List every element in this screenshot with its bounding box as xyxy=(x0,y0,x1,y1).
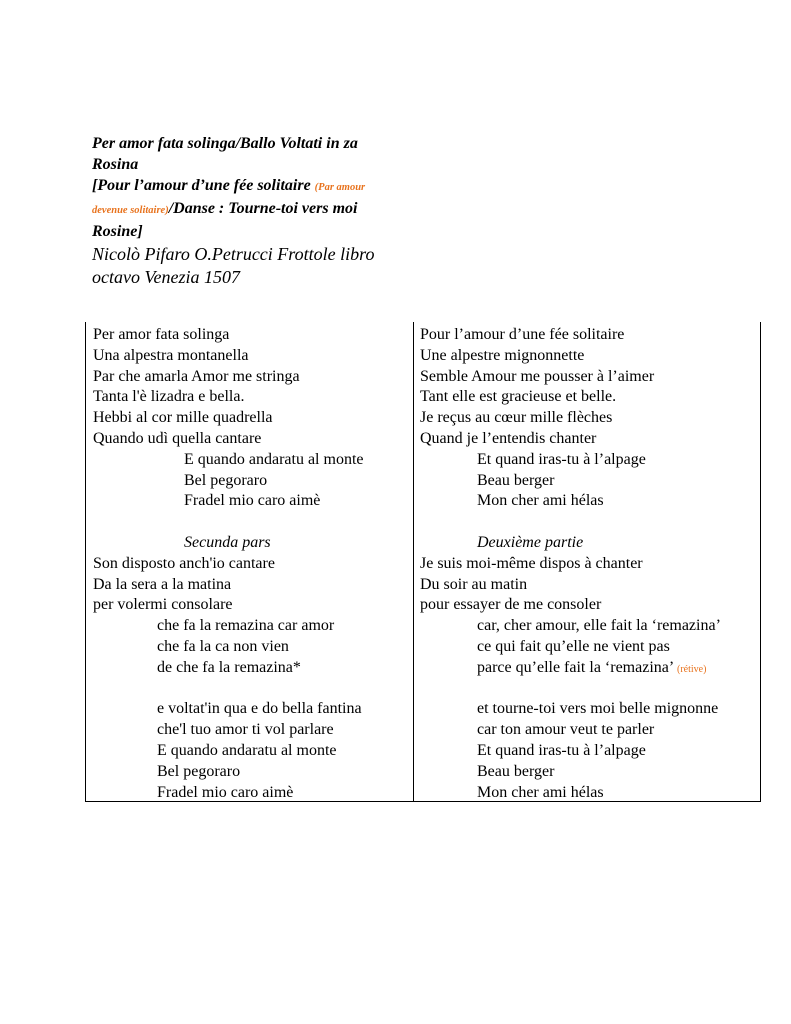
verse-line: Du soir au matin xyxy=(420,575,528,593)
title-line: Per amor fata solinga/Ballo Voltati in za xyxy=(92,135,358,152)
verse-line: Par che amarla Amor me stringa xyxy=(93,367,300,385)
verse-line: Quand je l’entendis chanter xyxy=(420,429,597,447)
section-heading: Deuxième partie xyxy=(477,533,584,551)
refrain-line: Mon cher ami hélas xyxy=(477,492,604,510)
title-line xyxy=(92,198,422,221)
verse-line: Tant elle est gracieuse et belle. xyxy=(420,388,617,406)
verse-line: Je suis moi-même dispos à chanter xyxy=(420,554,643,572)
refrain-line: E quando andaratu al monte xyxy=(157,741,337,759)
refrain-line: car ton amour veut te parler xyxy=(477,721,655,739)
refrain-line: Beau berger xyxy=(477,471,555,489)
column-divider xyxy=(413,322,414,801)
verse-line: Tanta l'è lizadra e bella. xyxy=(93,388,245,406)
source-line: octavo Venezia 1507 xyxy=(92,267,240,287)
refrain-line: et tourne-toi vers moi belle mignonne xyxy=(477,700,719,718)
refrain-text: parce qu’elle fait la ‘remazina’ xyxy=(477,658,674,676)
verse-line: Son disposto anch'io cantare xyxy=(93,554,275,572)
refrain-line: ce qui fait qu’elle ne vient pas xyxy=(477,637,670,655)
title-line xyxy=(92,175,422,198)
refrain-line: car, cher amour, elle fait la ‘remazina’ xyxy=(477,617,721,635)
french-column xyxy=(420,325,758,803)
verse-line: Pour l’amour d’une fée solitaire xyxy=(420,326,625,343)
refrain-line: E quando andaratu al monte xyxy=(184,450,364,468)
refrain-line: de che fa la remazina* xyxy=(157,658,301,676)
verse-line: Je reçus au cœur mille flèches xyxy=(420,409,613,427)
refrain-line: Bel pegoraro xyxy=(184,471,268,489)
refrain-line: Bel pegoraro xyxy=(157,762,241,780)
refrain-line: Et quand iras-tu à l’alpage xyxy=(477,741,646,759)
refrain-line: che fa la remazina car amor xyxy=(157,617,335,635)
poem-table xyxy=(85,322,761,802)
verse-line: per volermi consolare xyxy=(93,596,233,614)
verse-line: Semble Amour me pousser à l’aimer xyxy=(420,367,655,385)
verse-line: Per amor fata solinga xyxy=(93,326,230,343)
verse-line: Quando udì quella cantare xyxy=(93,429,262,447)
title-french-part: /Danse : Tourne-toi vers moi xyxy=(168,200,358,217)
section-heading: Secunda pars xyxy=(184,533,271,551)
refrain-line: Beau berger xyxy=(477,762,555,780)
refrain-line xyxy=(420,658,758,679)
translation-note: (rétive) xyxy=(677,663,707,675)
verse-line: Une alpestre mignonnette xyxy=(420,346,585,364)
verse-line: Una alpestra montanella xyxy=(93,346,249,364)
source-line: Nicolò Pifaro O.Petrucci Frottole libro xyxy=(92,244,375,264)
refrain-line: Et quand iras-tu à l’alpage xyxy=(477,450,646,468)
title-french-part: [Pour l’amour d’une fée solitaire xyxy=(92,177,311,194)
refrain-line: che'l tuo amor ti vol parlare xyxy=(157,721,334,739)
verse-line: pour essayer de me consoler xyxy=(420,596,602,614)
verse-line: Hebbi al cor mille quadrella xyxy=(93,409,273,427)
refrain-line: Fradel mio caro aimè xyxy=(157,783,294,801)
refrain-line: e voltat'in qua e do bella fantina xyxy=(157,700,362,718)
refrain-line: Mon cher ami hélas xyxy=(477,783,604,801)
title-line: Rosina xyxy=(92,156,139,173)
title-line: Rosine] xyxy=(92,223,143,240)
refrain-line: Fradel mio caro aimè xyxy=(184,492,321,510)
document-header xyxy=(92,133,422,288)
italian-column xyxy=(93,325,408,803)
refrain-line: che fa la ca non vien xyxy=(157,637,289,655)
verse-line: Da la sera a la matina xyxy=(93,575,232,593)
translation-note: (Par amour xyxy=(314,182,366,193)
translation-note: devenue solitaire) xyxy=(92,205,169,216)
